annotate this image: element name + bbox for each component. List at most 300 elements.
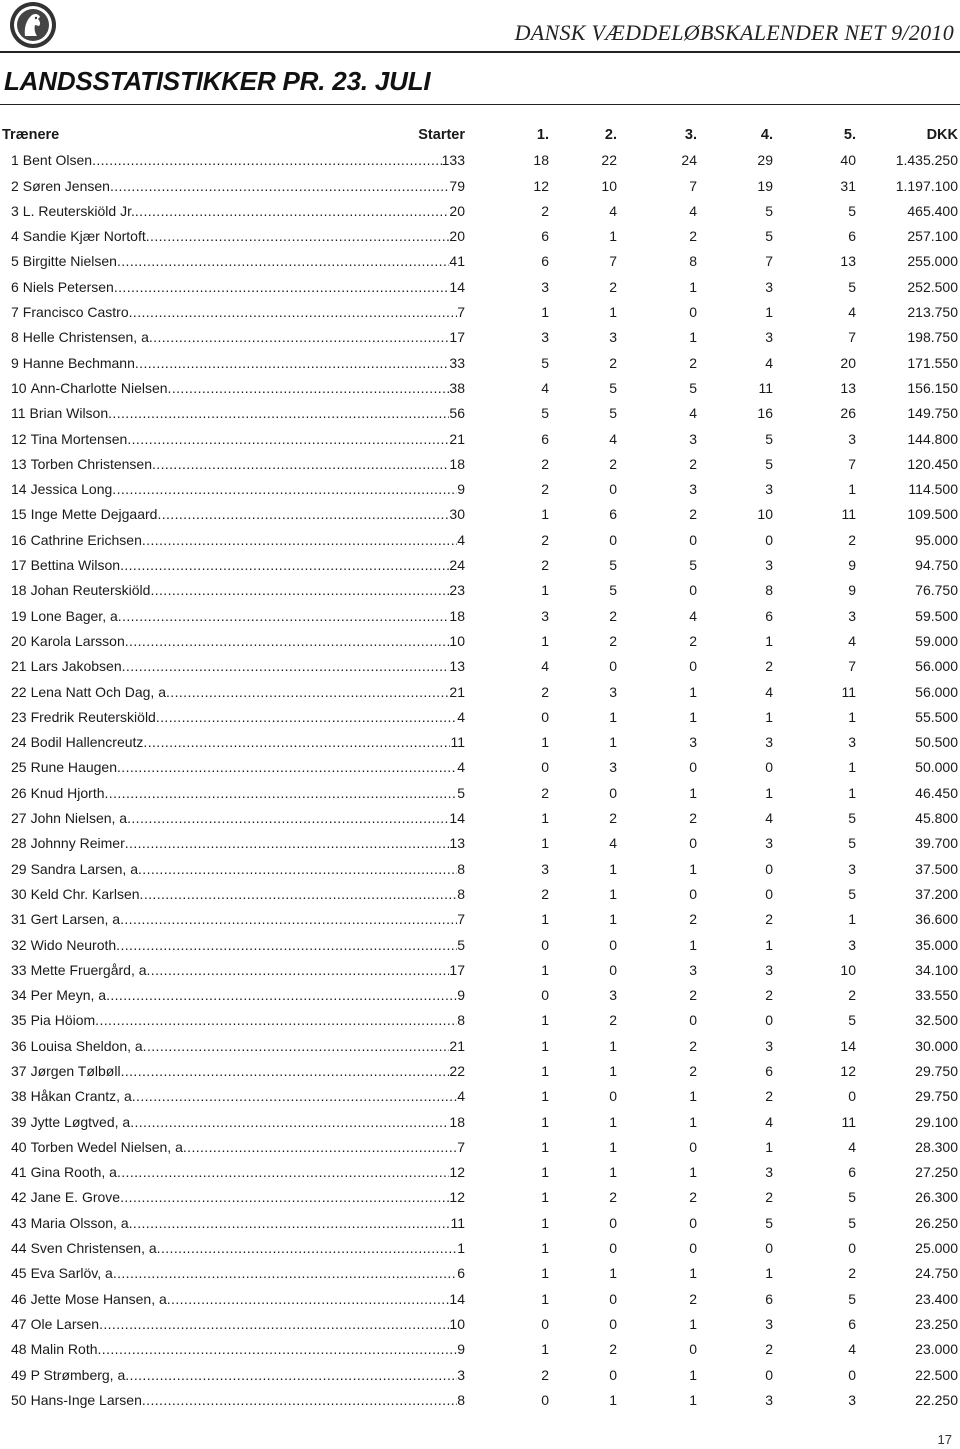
third-places: 2	[689, 1037, 697, 1054]
first-places: 2	[541, 784, 549, 801]
earnings-dkk: 30.000	[915, 1037, 958, 1054]
second-places: 2	[609, 455, 617, 472]
third-places: 3	[689, 481, 697, 498]
table-row	[0, 477, 960, 502]
second-places: 0	[609, 481, 617, 498]
fourth-places: 1	[765, 1138, 773, 1155]
fifth-places: 11	[841, 1113, 856, 1130]
trainer-name: Pia Höiom	[30, 1012, 96, 1029]
trainer-name: Håkan Crantz, a	[30, 1088, 132, 1105]
trainer-name: Wido Neuroth	[30, 936, 117, 953]
publication-title: DANSK VÆDDELØBSKALENDER NET 9/2010	[514, 20, 954, 45]
table-header-row	[0, 123, 960, 148]
trainer-cell	[0, 1034, 465, 1059]
third-places: 8	[689, 253, 697, 270]
rank-number: 22	[11, 683, 27, 700]
first-places: 3	[541, 329, 549, 346]
trainer-cell	[0, 1211, 465, 1236]
second-places: 0	[609, 1088, 617, 1105]
first-places: 1	[541, 1214, 549, 1231]
trainer-cell	[0, 958, 465, 983]
earnings-dkk: 149.750	[907, 405, 958, 422]
table-row	[0, 528, 960, 553]
table-row	[0, 249, 960, 274]
trainer-cell	[0, 1337, 465, 1362]
dot-leader	[122, 654, 450, 679]
trainer-cell	[0, 249, 465, 274]
first-places: 1	[541, 1164, 549, 1181]
starts-count: 10	[449, 1315, 465, 1332]
fourth-places: 29	[757, 152, 773, 169]
dot-leader	[135, 351, 450, 376]
trainer-name: Jessica Long	[30, 481, 113, 498]
trainer-cell	[0, 452, 465, 477]
fourth-places: 2	[765, 1088, 773, 1105]
dot-leader	[143, 1034, 450, 1059]
fifth-places: 7	[848, 455, 856, 472]
second-places: 1	[609, 1113, 617, 1130]
trainer-cell	[0, 907, 465, 932]
rank-number: 7	[11, 304, 19, 321]
third-places: 2	[689, 228, 697, 245]
fourth-places: 2	[765, 911, 773, 928]
dot-leader	[114, 275, 450, 300]
header-rule	[0, 51, 960, 53]
third-places: 0	[689, 582, 697, 599]
earnings-dkk: 255.000	[907, 253, 958, 270]
second-places: 2	[609, 1012, 617, 1029]
starts-count: 4	[457, 708, 465, 725]
trainer-name: Hans-Inge Larsen	[30, 1391, 142, 1408]
fifth-places: 2	[848, 1265, 856, 1282]
trainer-name: Eva Sarlöv, a	[30, 1265, 113, 1282]
starts-count: 3	[457, 1366, 465, 1383]
first-places: 0	[541, 759, 549, 776]
earnings-dkk: 56.000	[915, 683, 958, 700]
earnings-dkk: 22.500	[915, 1366, 958, 1383]
third-places: 3	[689, 734, 697, 751]
fifth-places: 20	[840, 354, 856, 371]
trainer-cell	[0, 1110, 465, 1135]
second-places: 10	[601, 177, 617, 194]
rank-number: 46	[11, 1290, 27, 1307]
third-places: 1	[689, 860, 697, 877]
trainer-cell	[0, 755, 465, 780]
trainer-name: L. Reuterskiöld Jr.	[22, 202, 135, 219]
earnings-dkk: 257.100	[907, 228, 958, 245]
table-row	[0, 831, 960, 856]
starts-count: 9	[457, 481, 465, 498]
second-places: 5	[609, 379, 617, 396]
earnings-dkk: 59.000	[915, 632, 958, 649]
trainer-cell	[0, 1312, 465, 1337]
rank-number: 39	[11, 1113, 27, 1130]
dot-leader	[167, 1287, 450, 1312]
trainer-name: Inge Mette Dejgaard	[30, 506, 158, 523]
table-row	[0, 427, 960, 452]
fourth-places: 5	[765, 1214, 773, 1231]
dot-leader	[132, 1084, 457, 1109]
trainer-cell	[0, 730, 465, 755]
trainer-cell	[0, 1261, 465, 1286]
starts-count: 21	[449, 1037, 465, 1054]
table-row	[0, 907, 960, 932]
table-row	[0, 1135, 960, 1160]
fourth-places: 0	[765, 1366, 773, 1383]
horse-emblem-icon	[8, 0, 58, 50]
rank-number: 21	[11, 658, 27, 675]
fifth-places: 5	[848, 1189, 856, 1206]
column-header-5th: 5.	[843, 127, 856, 143]
third-places: 1	[689, 708, 697, 725]
trainer-name: Johnny Reimer	[30, 835, 125, 852]
fourth-places: 3	[765, 1037, 773, 1054]
dot-leader	[142, 528, 457, 553]
second-places: 1	[609, 885, 617, 902]
trainer-cell	[0, 604, 465, 629]
first-places: 1	[541, 961, 549, 978]
trainer-cell	[0, 933, 465, 958]
fourth-places: 3	[765, 481, 773, 498]
trainer-name: Jette Mose Hansen, a	[30, 1290, 167, 1307]
third-places: 1	[689, 1088, 697, 1105]
trainer-name: Mette Fruergård, a	[30, 961, 147, 978]
rank-number: 12	[11, 430, 27, 447]
starts-count: 38	[449, 379, 465, 396]
trainer-cell	[0, 376, 465, 401]
second-places: 7	[609, 253, 617, 270]
rank-number: 28	[11, 835, 27, 852]
third-places: 0	[689, 835, 697, 852]
third-places: 24	[681, 152, 697, 169]
starts-count: 8	[457, 1012, 465, 1029]
trainer-cell	[0, 300, 465, 325]
earnings-dkk: 29.750	[915, 1088, 958, 1105]
starts-count: 33	[449, 354, 465, 371]
earnings-dkk: 23.250	[915, 1315, 958, 1332]
earnings-dkk: 94.750	[915, 557, 958, 574]
earnings-dkk: 50.000	[915, 759, 958, 776]
earnings-dkk: 56.000	[915, 658, 958, 675]
second-places: 1	[609, 708, 617, 725]
rank-number: 34	[11, 987, 27, 1004]
table-row	[0, 376, 960, 401]
trainer-cell	[0, 705, 465, 730]
first-places: 6	[541, 228, 549, 245]
column-header-trainer	[0, 123, 465, 148]
trainer-cell	[0, 1008, 465, 1033]
table-row	[0, 857, 960, 882]
column-header-4th: 4.	[760, 127, 773, 143]
fifth-places: 12	[840, 1062, 856, 1079]
starts-count: 5	[457, 784, 465, 801]
trainer-name: Louisa Sheldon, a	[30, 1037, 143, 1054]
second-places: 1	[609, 1138, 617, 1155]
starts-count: 8	[457, 1391, 465, 1408]
fifth-places: 31	[840, 177, 856, 194]
trainer-name: Gert Larsen, a	[30, 911, 121, 928]
fourth-places: 3	[765, 1164, 773, 1181]
fifth-places: 3	[848, 936, 856, 953]
second-places: 1	[609, 1391, 617, 1408]
fourth-places: 5	[765, 430, 773, 447]
rank-number: 47	[11, 1315, 27, 1332]
dot-leader	[99, 1312, 449, 1337]
earnings-dkk: 213.750	[907, 304, 958, 321]
dot-leader	[127, 427, 449, 452]
dot-leader	[121, 1059, 450, 1084]
fifth-places: 3	[848, 1391, 856, 1408]
fifth-places: 2	[848, 531, 856, 548]
first-places: 18	[533, 152, 549, 169]
fourth-places: 5	[765, 455, 773, 472]
trainer-name: Jane E. Grove	[30, 1189, 121, 1206]
trainer-name: Karola Larsson	[30, 632, 125, 649]
starts-count: 4	[457, 759, 465, 776]
third-places: 5	[689, 557, 697, 574]
first-places: 1	[541, 1341, 549, 1358]
table-row	[0, 578, 960, 603]
rank-number: 4	[11, 228, 19, 245]
trainer-cell	[0, 1236, 465, 1261]
fourth-places: 2	[765, 1189, 773, 1206]
trainer-name: Niels Petersen	[22, 278, 114, 295]
dot-leader	[140, 882, 458, 907]
dot-leader	[125, 629, 450, 654]
fifth-places: 1	[848, 784, 856, 801]
table-row	[0, 1337, 960, 1362]
second-places: 4	[609, 835, 617, 852]
table-row	[0, 1388, 960, 1413]
third-places: 2	[689, 455, 697, 472]
starts-count: 10	[449, 632, 465, 649]
third-places: 0	[689, 304, 697, 321]
fifth-places: 0	[848, 1088, 856, 1105]
starts-count: 24	[449, 557, 465, 574]
table-row	[0, 958, 960, 983]
trainer-name: P Strømberg, a	[30, 1366, 126, 1383]
trainer-cell	[0, 1135, 465, 1160]
dot-leader	[106, 983, 457, 1008]
trainer-name: Lena Natt Och Dag, a	[30, 683, 166, 700]
rank-number: 17	[11, 557, 27, 574]
table-row	[0, 882, 960, 907]
earnings-dkk: 76.750	[915, 582, 958, 599]
fourth-places: 4	[765, 683, 773, 700]
trainer-name: Torben Wedel Nielsen, a	[30, 1138, 183, 1155]
earnings-dkk: 114.500	[908, 481, 958, 498]
earnings-dkk: 37.500	[915, 860, 958, 877]
rank-number: 40	[11, 1138, 27, 1155]
dot-leader	[129, 1211, 451, 1236]
starts-count: 133	[441, 152, 465, 169]
first-places: 1	[541, 1088, 549, 1105]
fifth-places: 9	[848, 557, 856, 574]
rank-number: 41	[11, 1164, 27, 1181]
table-row	[0, 275, 960, 300]
third-places: 0	[689, 658, 697, 675]
earnings-dkk: 109.500	[907, 506, 958, 523]
trainer-cell	[0, 1388, 465, 1413]
fourth-places: 3	[765, 278, 773, 295]
trainer-name: Fredrik Reuterskiöld	[30, 708, 156, 725]
earnings-dkk: 120.450	[907, 455, 958, 472]
trainer-name: Jytte Løgtved, a	[30, 1113, 131, 1130]
starts-count: 20	[449, 228, 465, 245]
rank-number: 25	[11, 759, 27, 776]
first-places: 1	[541, 632, 549, 649]
column-header-2nd: 2.	[604, 127, 617, 143]
fourth-places: 1	[765, 1265, 773, 1282]
starts-count: 14	[449, 278, 465, 295]
page-title: LANDSSTATISTIKKER PR. 23. JULI	[4, 66, 431, 96]
second-places: 4	[609, 202, 617, 219]
fourth-places: 2	[765, 987, 773, 1004]
rank-number: 33	[11, 961, 27, 978]
fourth-places: 0	[765, 1240, 773, 1257]
rank-number: 24	[11, 734, 27, 751]
earnings-dkk: 25.000	[915, 1240, 958, 1257]
fourth-places: 2	[765, 658, 773, 675]
fourth-places: 0	[765, 860, 773, 877]
starts-count: 20	[449, 202, 465, 219]
dot-leader	[116, 933, 457, 958]
table-body	[0, 148, 960, 1413]
trainer-name: Johan Reuterskiöld	[30, 582, 151, 599]
trainer-name: Bent Olsen	[22, 152, 93, 169]
first-places: 0	[541, 987, 549, 1004]
first-places: 1	[541, 582, 549, 599]
dot-leader	[118, 604, 450, 629]
column-header-starts: Starter	[418, 127, 465, 143]
earnings-dkk: 26.300	[915, 1189, 958, 1206]
first-places: 6	[541, 430, 549, 447]
dot-leader	[156, 705, 457, 730]
starts-count: 8	[457, 860, 465, 877]
earnings-dkk: 1.435.250	[895, 152, 958, 169]
fifth-places: 5	[848, 810, 856, 827]
fourth-places: 3	[765, 835, 773, 852]
table-row	[0, 1034, 960, 1059]
table-row	[0, 629, 960, 654]
starts-count: 17	[449, 329, 465, 346]
third-places: 0	[689, 759, 697, 776]
rank-number: 26	[11, 784, 27, 801]
trainer-cell	[0, 174, 465, 199]
first-places: 1	[541, 734, 549, 751]
third-places: 0	[689, 1138, 697, 1155]
trainer-name: Hanne Bechmann	[22, 354, 135, 371]
table-row	[0, 1084, 960, 1109]
rank-number: 19	[11, 607, 27, 624]
starts-count: 79	[449, 177, 465, 194]
starts-count: 11	[450, 1214, 465, 1231]
table-row	[0, 1110, 960, 1135]
second-places: 1	[609, 1037, 617, 1054]
fifth-places: 4	[848, 1341, 856, 1358]
second-places: 1	[609, 734, 617, 751]
dot-leader	[112, 477, 457, 502]
table-row	[0, 325, 960, 350]
third-places: 0	[689, 1214, 697, 1231]
dot-leader	[117, 249, 449, 274]
second-places: 0	[609, 1315, 617, 1332]
rank-number: 2	[11, 177, 19, 194]
table-row	[0, 680, 960, 705]
dot-leader	[110, 174, 449, 199]
dot-leader	[120, 1185, 449, 1210]
first-places: 1	[541, 1189, 549, 1206]
fifth-places: 1	[848, 708, 856, 725]
rank-number: 50	[11, 1391, 27, 1408]
third-places: 2	[689, 987, 697, 1004]
first-places: 1	[541, 506, 549, 523]
trainer-cell	[0, 983, 465, 1008]
table-row	[0, 452, 960, 477]
fourth-places: 6	[765, 1062, 773, 1079]
third-places: 1	[689, 1113, 697, 1130]
dot-leader	[105, 781, 458, 806]
second-places: 2	[609, 632, 617, 649]
earnings-dkk: 45.800	[915, 810, 958, 827]
first-places: 2	[541, 885, 549, 902]
dot-leader	[113, 1261, 457, 1286]
dot-leader	[108, 401, 449, 426]
second-places: 0	[609, 531, 617, 548]
dot-leader	[125, 831, 450, 856]
third-places: 1	[689, 1391, 697, 1408]
starts-count: 8	[457, 885, 465, 902]
table-row	[0, 1008, 960, 1033]
trainer-name: Lars Jakobsen	[30, 658, 122, 675]
starts-count: 56	[449, 405, 465, 422]
third-places: 5	[689, 379, 697, 396]
fifth-places: 5	[848, 202, 856, 219]
trainer-cell	[0, 148, 465, 173]
first-places: 1	[541, 1240, 549, 1257]
second-places: 4	[609, 430, 617, 447]
third-places: 1	[689, 1366, 697, 1383]
starts-count: 21	[449, 683, 465, 700]
third-places: 4	[689, 405, 697, 422]
third-places: 0	[689, 1240, 697, 1257]
starts-count: 41	[449, 253, 465, 270]
column-header-dkk: DKK	[926, 127, 958, 143]
second-places: 1	[609, 911, 617, 928]
earnings-dkk: 35.000	[915, 936, 958, 953]
first-places: 4	[541, 379, 549, 396]
rank-number: 37	[11, 1062, 27, 1079]
fourth-places: 0	[765, 531, 773, 548]
third-places: 3	[689, 961, 697, 978]
earnings-dkk: 198.750	[907, 329, 958, 346]
dot-leader	[146, 224, 450, 249]
third-places: 1	[689, 936, 697, 953]
dot-leader	[117, 1160, 449, 1185]
dot-leader	[183, 1135, 457, 1160]
fourth-places: 8	[765, 582, 773, 599]
dot-leader	[142, 1388, 457, 1413]
first-places: 1	[541, 1290, 549, 1307]
rank-number: 44	[11, 1240, 27, 1257]
fourth-places: 11	[758, 379, 773, 396]
dot-leader	[120, 553, 449, 578]
fourth-places: 2	[765, 1341, 773, 1358]
trainer-name: Francisco Castro	[22, 304, 129, 321]
second-places: 2	[609, 1189, 617, 1206]
first-places: 1	[541, 1037, 549, 1054]
starts-count: 17	[449, 961, 465, 978]
